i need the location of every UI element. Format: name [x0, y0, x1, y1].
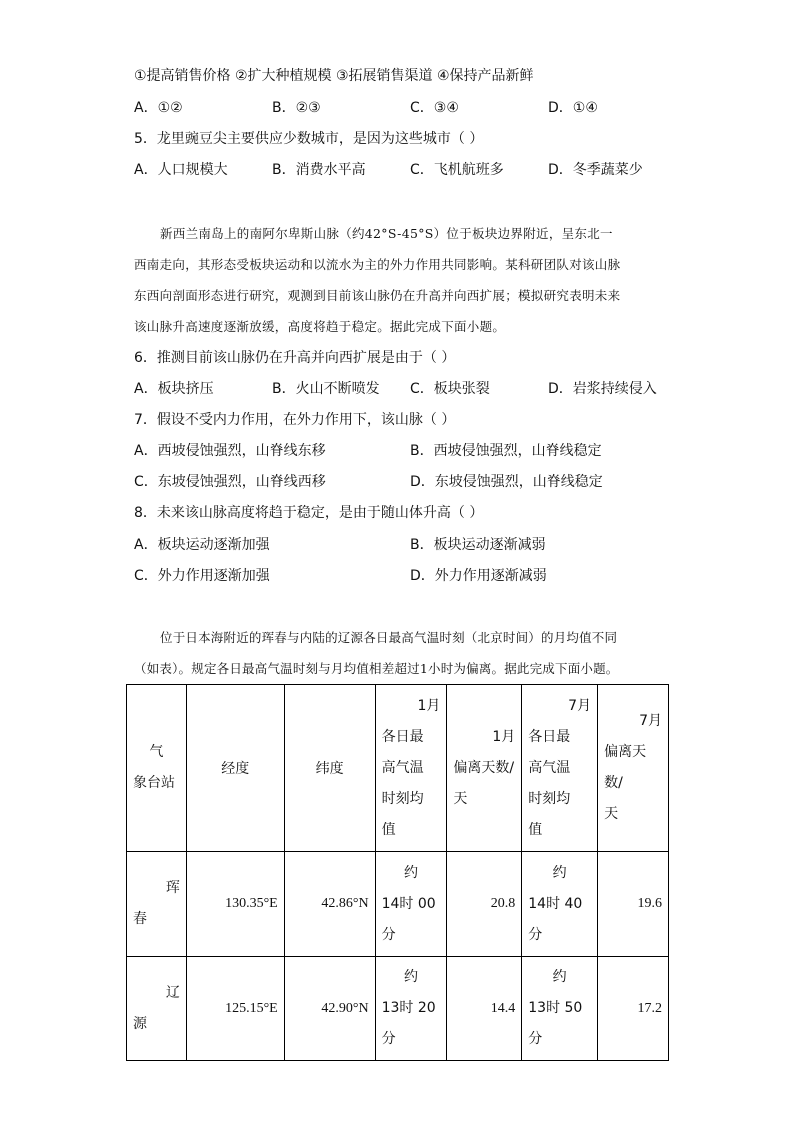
passage2-line2: （如表）。规定各日最高气温时刻与月均值相差超过1小时为偏离。据此完成下面小题。: [134, 661, 619, 676]
jan-deviation-value: 14.4: [447, 957, 522, 1061]
q4-option-b: B．②③: [272, 100, 321, 116]
q5-option-d: D．冬季蔬菜少: [548, 162, 643, 178]
passage1-line2: 西南走向，其形态受板块运动和以流水为主的外力作用共同影响。某科研团队对该山脉: [134, 257, 621, 272]
q7-option-c: C．东坡侵蚀强烈，山脊线西移: [134, 474, 326, 490]
q4-items: ①提高销售价格 ②扩大种植规模 ③拓展销售渠道 ④保持产品新鲜: [134, 68, 534, 84]
passage1-line4: 该山脉升高速度逐渐放缓，高度将趋于稳定。据此完成下面小题。: [134, 319, 506, 334]
jan-deviation-value: 20.8: [447, 852, 522, 957]
jul-time-value: 约 13时 50 分: [522, 957, 598, 1061]
station-name: 辽 源: [127, 957, 187, 1061]
passage-temperature: [134, 622, 674, 684]
jan-time-value: 约 13时 20 分: [375, 957, 447, 1061]
passage2-line1: 位于日本海附近的珲春与内陆的辽源各日最高气温时刻（北京时间）的月均值不同: [160, 630, 618, 645]
q5-option-c: C．飞机航班多: [410, 162, 504, 178]
jan-time-value: 约 14时 00 分: [375, 852, 447, 957]
table-row: [127, 957, 669, 1061]
q4-option-c: C．③④: [410, 100, 459, 116]
q5-stem: 5．龙里豌豆尖主要供应少数城市，是因为这些城市（ ）: [134, 131, 484, 147]
q5-option-b: B．消费水平高: [272, 162, 366, 178]
q7-option-d: D．东坡侵蚀强烈，山脊线稳定: [410, 474, 603, 490]
table-row: [127, 852, 669, 957]
q6-option-d: D．岩浆持续侵入: [548, 381, 657, 397]
q4-option-d: D．①④: [548, 100, 598, 116]
q5-option-a: A．人口规模大: [134, 162, 228, 178]
header-jan-time: 1月 各日最 高气温 时刻均 值: [375, 685, 447, 852]
header-jan-deviation: 1月 偏离天数/ 天: [447, 685, 522, 852]
header-station: 气 象台站: [127, 685, 187, 852]
jul-time-value: 约 14时 40 分: [522, 852, 598, 957]
jul-deviation-value: 19.6: [598, 852, 669, 957]
q6-option-a: A．板块挤压: [134, 381, 214, 397]
q7-option-b: B．西坡侵蚀强烈，山脊线稳定: [410, 443, 602, 459]
q8-option-b: B．板块运动逐渐减弱: [410, 537, 546, 553]
q8-option-d: D．外力作用逐渐减弱: [410, 568, 547, 584]
longitude-value: 125.15°E: [186, 957, 284, 1061]
passage-mountains: [134, 218, 662, 342]
latitude-value: 42.90°N: [284, 957, 375, 1061]
station-name: 珲 春: [127, 852, 187, 957]
header-jul-deviation: 7月 偏离天数/ 天: [598, 685, 669, 852]
q8-option-c: C．外力作用逐渐加强: [134, 568, 270, 584]
table-header-row: [127, 685, 669, 852]
q8-stem: 8．未来该山脉高度将趋于稳定，是由于随山体升高（ ）: [134, 505, 484, 521]
header-jul-time: 7月 各日最 高气温 时刻均 值: [522, 685, 598, 852]
longitude-value: 130.35°E: [186, 852, 284, 957]
q6-option-b: B．火山不断喷发: [272, 381, 380, 397]
header-latitude: 纬度: [284, 685, 375, 852]
passage1-line1: 新西兰南岛上的南阿尔卑斯山脉（约42°S-45°S）位于板块边界附近，呈东北一: [160, 226, 613, 241]
q8-option-a: A．板块运动逐渐加强: [134, 537, 270, 553]
weather-station-table: [126, 684, 669, 1061]
q6-option-c: C．板块张裂: [410, 381, 490, 397]
q7-option-a: A．西坡侵蚀强烈，山脊线东移: [134, 443, 326, 459]
q7-stem: 7．假设不受内力作用，在外力作用下，该山脉（ ）: [134, 412, 456, 428]
jul-deviation-value: 17.2: [598, 957, 669, 1061]
passage1-line3: 东西向剖面形态进行研究，观测到目前该山脉仍在升高并向西扩展；模拟研究表明未来: [134, 288, 621, 303]
header-longitude: 经度: [186, 685, 284, 852]
latitude-value: 42.86°N: [284, 852, 375, 957]
q4-option-a: A．①②: [134, 100, 183, 116]
q6-stem: 6．推测目前该山脉仍在升高并向西扩展是由于（ ）: [134, 350, 456, 366]
